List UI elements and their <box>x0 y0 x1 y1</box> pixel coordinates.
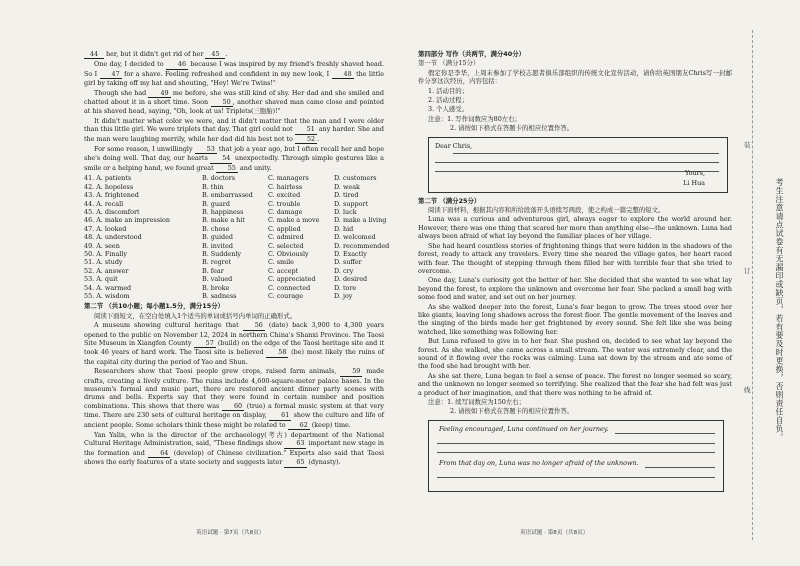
text: (date) back 3,900 to 4,300 years opened to the public on November 12, 2024 in northern China's Shanxi Province. The Taosi Site Museum in Xiangfen County <box>84 321 385 347</box>
story-paragraph: But Luna refused to give in to her fear. She pushed on, decided to see what lay beyond the forest. As she walked, she came across a small stream. The water was extremely clear, and the sound of it flowing over the rocks was calming. Luna sat down by the stream and ate some of the food she had brought with her. <box>418 337 732 371</box>
blank-53: 53 <box>195 145 217 154</box>
letter-salutation: Dear Chris, <box>435 141 473 150</box>
option-cell: C. excited <box>268 191 301 200</box>
text: (be) most likely the ruins of the capital city during the period of Yao and Shun. <box>84 348 384 366</box>
cloze-line-2 <box>84 60 384 87</box>
blank-63: 63 <box>284 439 306 448</box>
option-list <box>84 174 390 300</box>
option-cell: B. invited <box>202 241 234 250</box>
option-cell: D. weak <box>334 182 360 191</box>
left-page-footer: 英语试题 · 第7页（共8页） <box>196 530 265 536</box>
option-row <box>84 284 384 292</box>
section-2-title: 第二节 （满分25分） <box>418 196 481 205</box>
cloze-line-1 <box>84 50 384 59</box>
section-1-intro: 假定你是李华，上周末参加了学校志愿者俱乐部组织的传统文化宣传活动，请你给英国朋友Chris写一封邮件分享这次经历，内容包括： <box>418 68 732 86</box>
option-row <box>84 241 390 250</box>
option-row <box>84 275 384 283</box>
option-cell: B. Suddenly <box>202 249 241 258</box>
option-cell: 50. A. Finally <box>84 249 127 258</box>
story-paragraph: Luna was a curious and adventurous girl, always eager to explore the world around her. However, there was one thing that scared her more than anything else—the unknown. Luna had always been afraid of what lay beyond the familiar places of her village. <box>418 215 732 241</box>
text: the little girl by taking off my hat and shouting, "Hey! We're Twins!" <box>84 69 384 88</box>
option-cell: D. tired <box>334 191 359 200</box>
blank-47: 47 <box>100 70 122 79</box>
letter-signature: Li Hua <box>683 179 705 188</box>
blank-52: 52 <box>295 135 317 144</box>
option-cell: B. thin <box>202 182 224 191</box>
side-notice: 考生注意请点试卷有无漏印或缺页，若有要及时更换，否则责任自负。 <box>775 178 784 442</box>
text: (dynasty). <box>306 458 341 467</box>
option-cell: 53. A. quit <box>84 275 118 284</box>
right-page <box>418 50 732 492</box>
text: A museum showing cultural heritage that <box>94 321 243 330</box>
point-2: 2. 活动过程； <box>428 96 469 105</box>
option-cell: D. customers <box>334 174 377 183</box>
blank-49: 49 <box>148 89 170 98</box>
text: , another shaved man came close and pointed at his shaved head, saying, "Oh, look at us! Triplets(三胞胎)!" <box>84 98 384 116</box>
text: Researchers show that Taosi people grew crops, raised farm animals, <box>94 367 341 376</box>
option-cell: C. smile <box>268 258 294 267</box>
option-cell: B. regret <box>202 258 232 267</box>
text: (keep) time. <box>309 420 351 429</box>
section-2-instructions: 阅读下面材料，根据其内容和所给段落开头语续写两段，使之构成一篇完整的短文。 <box>428 206 665 215</box>
blank-59: 59 <box>340 367 362 376</box>
note-4: 2. 请按如下格式在答题卡的相应位置作答。 <box>450 407 574 416</box>
text: (true) a formal music system at that very time. There are 230 sets of cultural heritage on display, <box>84 401 385 420</box>
writing-line <box>453 153 719 154</box>
option-cell: C. connected <box>268 283 311 292</box>
paragraph-2-opening: From that day on, Luna was no longer afraid of the unknown. <box>439 458 639 467</box>
option-cell: B. broke <box>202 283 230 292</box>
part-4-title: 第四部分 写作（共两节，满分40分） <box>418 50 525 58</box>
option-row <box>84 233 384 241</box>
writing-line <box>435 162 719 163</box>
letter-closing: Yours, <box>685 169 705 178</box>
blank-57: 57 <box>194 339 216 348</box>
blank-46: 46 <box>166 60 188 69</box>
option-cell: D. welcomed <box>334 233 376 242</box>
option-cell: 49. A. seen <box>84 241 120 250</box>
option-row <box>84 174 384 182</box>
option-cell: B. chose <box>202 224 230 233</box>
option-row <box>84 225 384 233</box>
option-cell: 45. A. discomfort <box>84 207 140 216</box>
option-cell: D. luck <box>334 207 357 216</box>
option-cell: 51. A. study <box>84 258 123 267</box>
option-cell: 54. A. warmed <box>84 283 132 292</box>
option-row <box>84 183 384 191</box>
option-cell: C. accept <box>268 266 299 275</box>
binding-label-3: 线 <box>744 386 751 394</box>
blank-54: 54 <box>210 154 232 163</box>
blank-58: 58 <box>266 348 288 357</box>
blank-51: 51 <box>295 125 317 134</box>
paragraph-1-opening: Feeling encouraged, Luna continued on her journey. <box>439 424 609 433</box>
option-cell: D. make a living <box>334 216 387 225</box>
writing-line <box>435 171 719 172</box>
text: any harder. She and the man were laughing merrily, while her dad did his best not to <box>84 125 384 143</box>
continuation-answer-box <box>428 420 724 492</box>
option-cell: C. make a move <box>268 216 320 225</box>
text: show the culture and life of ancient people. Some scholars think these might be related to <box>84 411 384 429</box>
cloze-para-3 <box>84 117 384 144</box>
option-cell: B. guard <box>202 199 230 208</box>
option-cell: B. embarrassed <box>202 191 253 200</box>
option-cell: 44. A. recall <box>84 199 124 208</box>
option-cell: C. managers <box>268 174 309 183</box>
option-cell: B. valued <box>202 275 233 284</box>
option-cell: D. recommended <box>334 241 390 250</box>
grammar-para-1 <box>84 321 384 366</box>
cloze-para-4 <box>84 145 384 173</box>
text: her, but it didn't get rid of her <box>104 50 206 58</box>
option-cell: D. joy <box>334 291 353 300</box>
story-paragraph: She had heard countless stories of frightening things that were hidden in the shadows of the forest, ready to attack any travelers. Every time she neared the village gates, her heart raced with fear. The thought of stepping through them filled her with terrible fear that she tried to overcome. <box>418 241 732 275</box>
option-cell: B. guided <box>202 233 233 242</box>
option-cell: B. sadness <box>202 291 237 300</box>
text: . <box>225 50 228 58</box>
blank-56: 56 <box>243 321 265 330</box>
option-row <box>84 292 384 300</box>
story-paragraph: As she walked deeper into the forest, Luna's fear began to grow. The trees stood over her like giants, leaving long shadows across the forest floor. The gentle movement of the leaves and the singing of the birds made her get frightened by every sound. She felt like she was being watched, like something was following her. <box>418 302 732 336</box>
blank-61: 61 <box>269 411 291 420</box>
letter-answer-box <box>428 137 728 193</box>
writing-line <box>437 443 715 444</box>
option-cell: D. hid <box>334 224 354 233</box>
blank-50: 50 <box>211 98 233 107</box>
text: because I was inspired by my friend's freshly shaved head. So I <box>84 60 384 78</box>
note-3: 注意：1. 续写词数应为150左右； <box>428 398 526 406</box>
blank-64: 64 <box>148 449 170 458</box>
writing-line <box>437 477 715 478</box>
story-paragraph: As she sat there, Luna began to feel a sense of peace. The forest no longer seemed so scary, and the unknown no longer seemed so terrifying. She realized that the fear she had felt was just a product of her imagination, and that there was nothing to be afraid of. <box>418 371 732 397</box>
option-cell: D. cry <box>334 266 354 275</box>
writing-line <box>437 452 715 453</box>
option-cell: B. happiness <box>202 207 244 216</box>
grammar-para-3 <box>84 431 384 468</box>
text: . <box>317 134 320 143</box>
text: (build) on the edge of the Taosi heritage site and it took 46 years of hard work. The Taosi site is believed <box>84 339 384 357</box>
text: It didn't matter what color we were, and it didn't matter that the man and I were older than this little girl. We were triplets that day. That girl could not <box>84 116 384 134</box>
option-cell: D. desired <box>334 275 368 284</box>
blank-48: 48 <box>332 70 354 79</box>
option-cell: B. fear <box>202 266 224 275</box>
option-cell: 47. A. looked <box>84 224 127 233</box>
option-cell: B. doctors <box>202 174 236 183</box>
option-cell: D. tore <box>334 283 357 292</box>
blank-45: 45 <box>205 50 225 59</box>
text: One day, I decided to <box>94 60 166 69</box>
text: Yan Yalin, who is the director of the archaeology(考古) department of the National Cultural Heritage Administration, said, "These findings show <box>84 431 384 448</box>
point-3: 3. 个人感受。 <box>428 105 469 114</box>
text: Though she had <box>94 88 149 97</box>
option-cell: C. appreciated <box>268 275 316 284</box>
blank-60: 60 <box>222 402 244 411</box>
option-cell: C. selected <box>268 241 304 250</box>
cloze-para-2 <box>84 89 384 116</box>
option-row <box>84 200 384 208</box>
right-page-footer: 英语试题 · 第8页（共8页） <box>520 530 589 536</box>
writing-line <box>645 467 715 468</box>
option-row <box>84 267 384 275</box>
binding-label-1: 装 <box>744 141 751 149</box>
note-2: 2. 请按如下格式在答题卡的相应位置作答。 <box>450 124 574 133</box>
binding-line <box>752 30 753 540</box>
blank-44: 44 <box>84 50 104 59</box>
text: important new stage in the formation and <box>84 439 384 457</box>
option-cell: C. damage <box>268 207 303 216</box>
binding-label-2: 订 <box>744 267 751 275</box>
option-cell: 55. A. wisdom <box>84 291 130 300</box>
story-text <box>418 215 732 397</box>
text: for a shave. Feeling refreshed and confident in my new look, I <box>121 69 332 78</box>
option-row <box>84 258 384 266</box>
section-2-title: 第二节 （共10小题；每小题1.5分，满分15分） <box>84 302 224 311</box>
section-1-title: 第一节 （满分15分） <box>418 59 480 68</box>
story-paragraph: One day, Luna's curiosity got the better of her. She decided that she wanted to see what lay beyond the forest, to explore the unknown and overcome her fear. She packed a small bag with some food and water, and set out on her journey. <box>418 276 732 302</box>
option-cell: 43. A. frightened <box>84 191 139 200</box>
text: (develop) of Chinese civilization." Experts also said that Taosi shows the early features of a state society and suggests later <box>84 448 384 467</box>
blank-55: 55 <box>216 164 238 173</box>
option-row <box>84 208 384 216</box>
writing-line <box>615 433 715 434</box>
option-cell: C. Obviously <box>268 249 309 258</box>
option-cell: 41. A. patients <box>84 174 132 183</box>
option-row <box>84 216 387 225</box>
option-cell: C. admired <box>268 233 304 242</box>
option-row <box>84 250 384 258</box>
text: made crafts, creating a lively culture. The ruins include 4,600-square-meter palace bases. In the museum's formal and music part, there are restored ancient dinner party scenes with drums and bells. Experts say that they were found in certain number and position combinations. This shows that there was <box>84 367 384 410</box>
option-cell: 42. A. hopeless <box>84 182 134 191</box>
blank-65: 65 <box>284 458 306 467</box>
option-cell: D. support <box>334 199 369 208</box>
text: and unity. <box>237 163 272 172</box>
left-page <box>84 50 390 469</box>
option-cell: D. Exactly <box>334 249 367 258</box>
option-cell: 46. A. make an impression <box>84 216 170 225</box>
option-cell: C. hairless <box>268 182 303 191</box>
option-cell: C. trouble <box>268 199 301 208</box>
blank-62: 62 <box>288 421 310 430</box>
point-1: 1. 活动目的； <box>428 86 469 95</box>
note-1: 注意：1. 写作词数应为80左右； <box>428 114 521 123</box>
option-row <box>84 191 384 199</box>
option-cell: B. make a hit <box>202 216 245 225</box>
grammar-para-2 <box>84 367 384 430</box>
section-2-instructions: 阅读下面短文，在空白处填入1个适当的单词或括号内单词的正确形式。 <box>94 311 297 320</box>
option-cell: 52. A. answer <box>84 266 129 275</box>
text: unexpectedly. Through simple gestures like a smile or a helping hand, we found great <box>84 154 384 172</box>
text: me before, she was still kind of shy. Her dad and she smiled and chatted about it in a short time. Soon <box>84 88 384 107</box>
option-cell: C. applied <box>268 224 301 233</box>
option-cell: C. courage <box>268 291 304 300</box>
text: For some reason, I unwillingly <box>94 145 195 154</box>
option-cell: D. suffer <box>334 258 362 267</box>
option-cell: 48. A. understood <box>84 233 142 242</box>
text: that job a year ago, but I often recall her and hope she's doing well. That day, our hearts <box>84 145 384 163</box>
